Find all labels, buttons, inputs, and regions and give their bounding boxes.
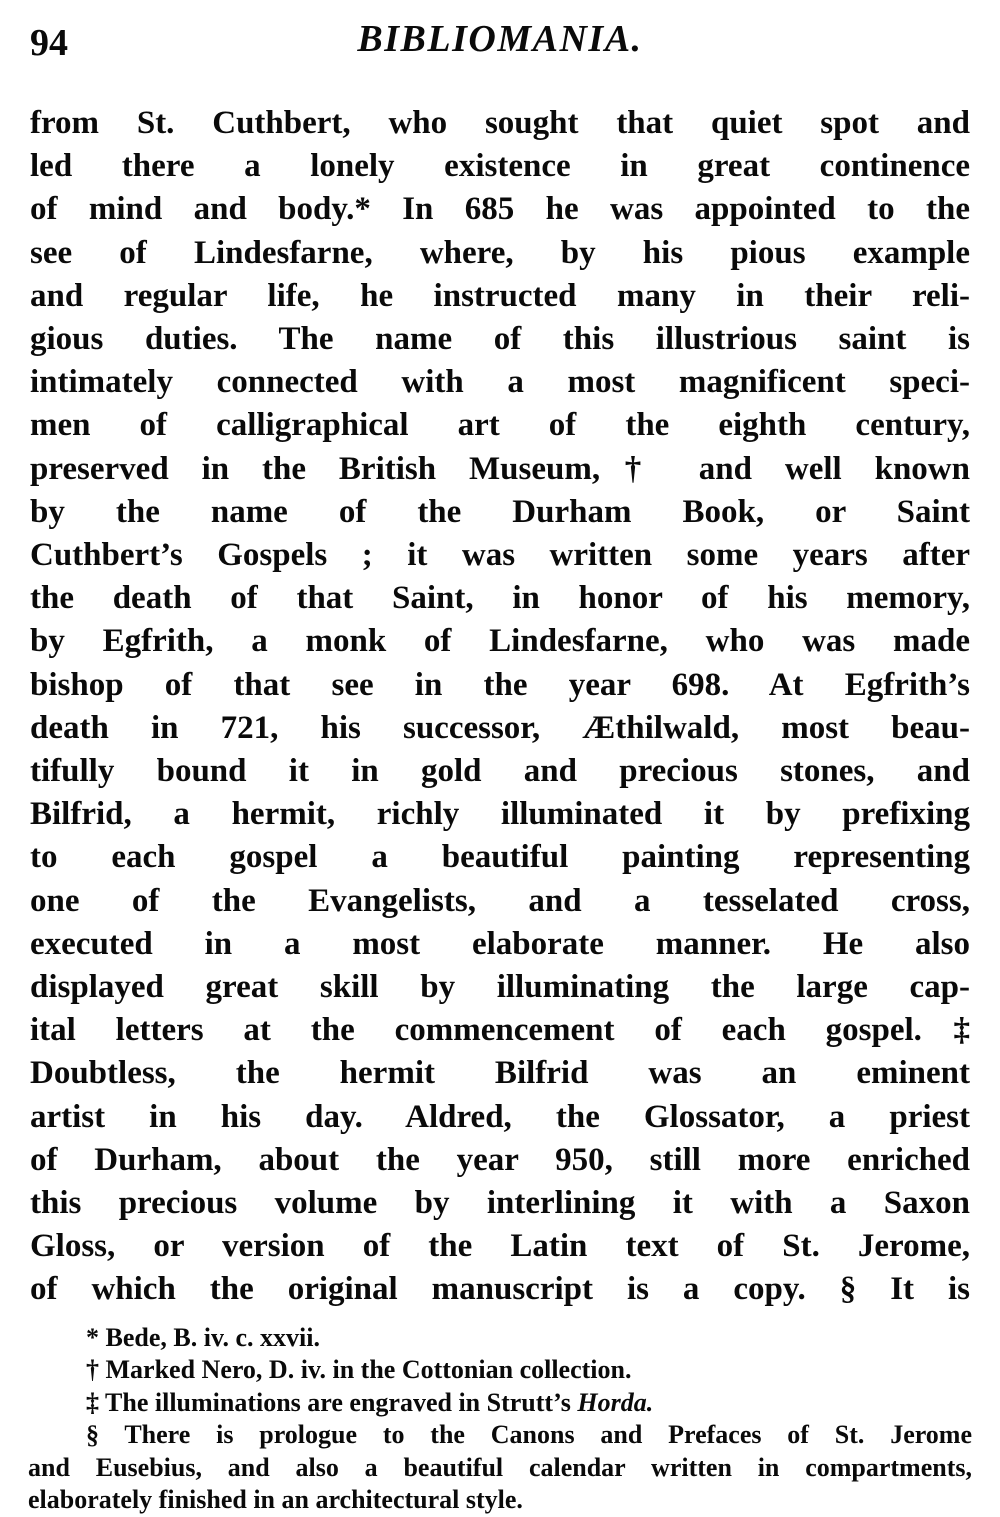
body-line: see of Lindesfarne, where, by his pious example: [30, 234, 970, 271]
footnote-illuminations: [28, 1387, 972, 1420]
footnote-bede: * Bede, B. iv. c. xxvii.: [86, 1322, 320, 1352]
body-line: of mind and body.* In 685 he was appointed to the: [30, 191, 970, 228]
body-line: death in 721, his successor, Æthilwald, most beau-: [30, 709, 970, 746]
page-number: 94: [30, 22, 68, 64]
body-line: tifully bound it in gold and precious stones, and: [30, 753, 970, 790]
body-line: by Egfrith, a monk of Lindesfarne, who was made: [30, 623, 970, 660]
footnote-illuminations-text: ‡ The illuminations are engraved in Strutt’s: [86, 1387, 578, 1417]
footnote-prologue-line-3: elaborately finished in an architectural style.: [28, 1485, 523, 1515]
footnote-prologue-line-1: § There is prologue to the Canons and Prefaces of St. Jerome: [86, 1420, 972, 1450]
body-line: to each gospel a beautiful painting representing: [30, 839, 970, 876]
body-line: bishop of that see in the year 698. At Egfrith’s: [30, 666, 970, 703]
body-text: [30, 102, 970, 1312]
body-line: the death of that Saint, in honor of his memory,: [30, 580, 970, 617]
body-line: Gloss, or version of the Latin text of St. Jerome,: [30, 1228, 970, 1265]
body-line: Bilfrid, a hermit, richly illuminated it by prefixing: [30, 796, 970, 833]
book-page: [0, 18, 1000, 1517]
footnote-prologue-line-2: and Eusebius, and also a beautiful calendar written in compartments,: [28, 1452, 972, 1482]
body-line: by the name of the Durham Book, or Saint: [30, 493, 970, 530]
body-line: ital letters at the commencement of each gospel.‡: [30, 1012, 970, 1049]
body-line: from St. Cuthbert, who sought that quiet spot and: [30, 105, 970, 141]
running-title: BIBLIOMANIA.: [357, 18, 643, 60]
body-line: this precious volume by interlining it with a Saxon: [30, 1185, 970, 1222]
body-line: displayed great skill by illuminating the large cap-: [30, 969, 970, 1006]
body-line: intimately connected with a most magnificent speci-: [30, 364, 970, 401]
page-header: [30, 18, 970, 76]
body-line: Doubtless, the hermit Bilfrid was an eminent: [30, 1055, 970, 1092]
body-line: preserved in the British Museum,† and well known: [30, 450, 970, 487]
body-line: Cuthbert’s Gospels ; it was written some years after: [30, 537, 970, 574]
footnote-nero: † Marked Nero, D. iv. in the Cottonian collection.: [86, 1355, 632, 1385]
body-line: led there a lonely existence in great continence: [30, 148, 970, 185]
body-line: of Durham, about the year 950, still more enriched: [30, 1141, 970, 1178]
body-line: gious duties. The name of this illustrious saint is: [30, 321, 970, 358]
body-line: men of calligraphical art of the eighth century,: [30, 407, 970, 444]
body-line: artist in his day. Aldred, the Glossator, a priest: [30, 1098, 970, 1135]
body-line: and regular life, he instructed many in their reli-: [30, 277, 970, 314]
footnotes: [28, 1322, 972, 1517]
body-line: executed in a most elaborate manner. He also: [30, 925, 970, 962]
body-line: of which the original manuscript is a copy. § It is: [30, 1271, 970, 1308]
body-line: one of the Evangelists, and a tesselated cross,: [30, 882, 970, 919]
footnote-illuminations-work-title: Horda.: [577, 1387, 654, 1417]
